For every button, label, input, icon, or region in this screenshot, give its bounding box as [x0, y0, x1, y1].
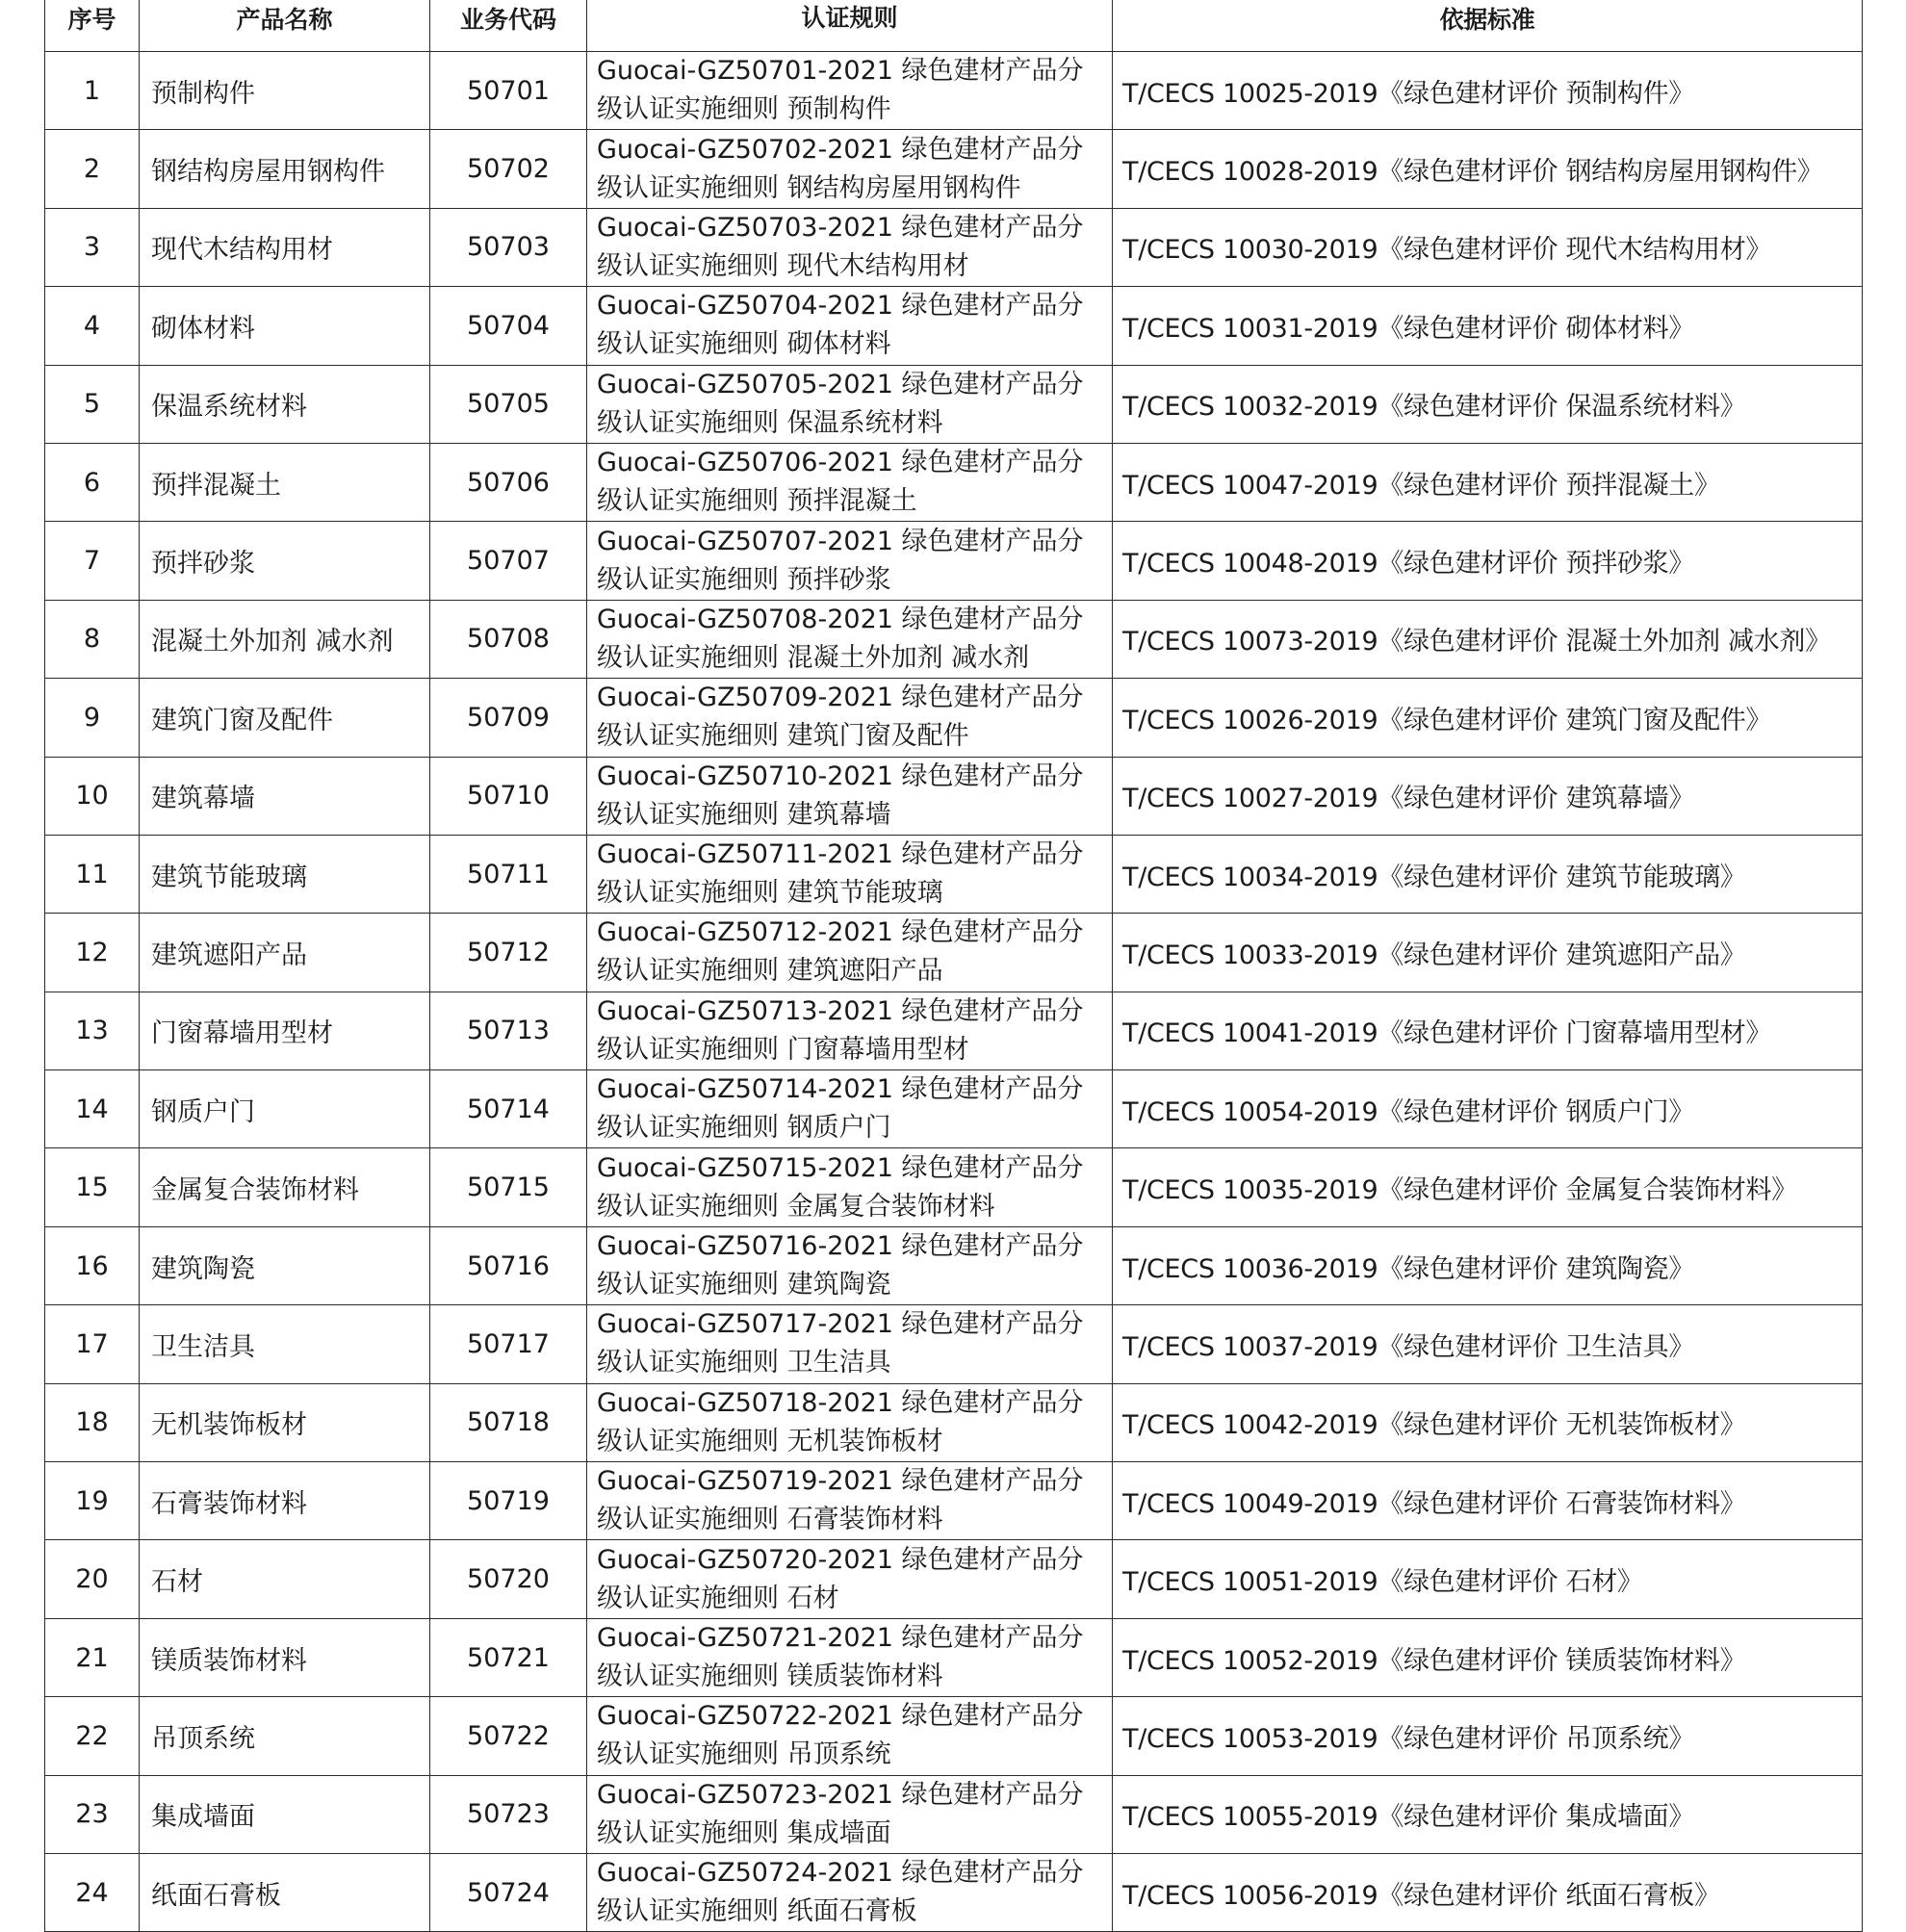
cert-rule-line-2: 级认证实施细则 石材 — [597, 1583, 839, 1613]
cell-seq: 9 — [45, 679, 140, 757]
cell-standard: T/CECS 10049-2019《绿色建材评价 石膏装饰材料》 — [1113, 1462, 1863, 1540]
table-row — [45, 443, 1863, 521]
cert-rule-line-1: Guocai-GZ50709-2021 绿色建材产品分 — [597, 683, 1084, 713]
cell-standard: T/CECS 10053-2019《绿色建材评价 吊顶系统》 — [1113, 1697, 1863, 1775]
cell-seq: 16 — [45, 1226, 140, 1304]
cell-cert-rule — [587, 914, 1113, 992]
table-row — [45, 992, 1863, 1069]
table-row — [45, 52, 1863, 130]
certification-table — [44, 0, 1863, 1932]
cell-business-code: 50714 — [430, 1070, 587, 1148]
cell-business-code: 50707 — [430, 522, 587, 600]
cell-seq: 12 — [45, 914, 140, 992]
cert-rule-line-2: 级认证实施细则 门窗幕墙用型材 — [597, 1034, 969, 1065]
cell-product-name: 混凝土外加剂 减水剂 — [140, 600, 430, 678]
cell-cert-rule — [587, 1618, 1113, 1696]
cell-business-code: 50706 — [430, 443, 587, 521]
header-seq: 序号 — [45, 0, 140, 52]
cell-seq: 13 — [45, 992, 140, 1069]
cell-seq: 1 — [45, 52, 140, 130]
cert-rule-line-2: 级认证实施细则 建筑节能玻璃 — [597, 878, 943, 909]
cell-business-code: 50709 — [430, 679, 587, 757]
cell-business-code: 50719 — [430, 1462, 587, 1540]
cell-product-name: 预拌混凝土 — [140, 443, 430, 521]
cell-product-name: 建筑节能玻璃 — [140, 835, 430, 913]
cell-business-code: 50724 — [430, 1853, 587, 1931]
cell-cert-rule — [587, 52, 1113, 130]
cell-standard: T/CECS 10031-2019《绿色建材评价 砌体材料》 — [1113, 287, 1863, 365]
cert-rule-line-1: Guocai-GZ50716-2021 绿色建材产品分 — [597, 1231, 1084, 1262]
cell-product-name: 纸面石膏板 — [140, 1853, 430, 1931]
cell-product-name: 钢质户门 — [140, 1070, 430, 1148]
table-row — [45, 1226, 1863, 1304]
cell-cert-rule — [587, 365, 1113, 443]
cell-standard: T/CECS 10026-2019《绿色建材评价 建筑门窗及配件》 — [1113, 679, 1863, 757]
cell-seq: 18 — [45, 1383, 140, 1461]
cell-standard: T/CECS 10054-2019《绿色建材评价 钢质户门》 — [1113, 1070, 1863, 1148]
cell-seq: 14 — [45, 1070, 140, 1148]
cert-rule-line-1: Guocai-GZ50702-2021 绿色建材产品分 — [597, 134, 1084, 165]
cell-seq: 8 — [45, 600, 140, 678]
cell-seq: 5 — [45, 365, 140, 443]
cell-cert-rule — [587, 1462, 1113, 1540]
cell-product-name: 集成墙面 — [140, 1775, 430, 1853]
cell-business-code: 50702 — [430, 130, 587, 208]
cell-standard: T/CECS 10027-2019《绿色建材评价 建筑幕墙》 — [1113, 757, 1863, 835]
cell-product-name: 钢结构房屋用钢构件 — [140, 130, 430, 208]
cert-rule-line-2: 级认证实施细则 镁质装饰材料 — [597, 1662, 943, 1691]
cert-rule-line-1: Guocai-GZ50717-2021 绿色建材产品分 — [597, 1309, 1084, 1340]
cell-cert-rule — [587, 1305, 1113, 1383]
header-row — [45, 0, 1863, 52]
table-row — [45, 1853, 1863, 1931]
table-row — [45, 1383, 1863, 1461]
cert-rule-line-1: Guocai-GZ50715-2021 绿色建材产品分 — [597, 1152, 1084, 1183]
cell-cert-rule — [587, 443, 1113, 521]
cert-rule-line-1: Guocai-GZ50724-2021 绿色建材产品分 — [597, 1858, 1084, 1889]
cell-seq: 7 — [45, 522, 140, 600]
header-business-code: 业务代码 — [430, 0, 587, 52]
table-row — [45, 1618, 1863, 1696]
cell-standard: T/CECS 10056-2019《绿色建材评价 纸面石膏板》 — [1113, 1853, 1863, 1931]
cert-rule-line-2: 级认证实施细则 建筑幕墙 — [597, 799, 891, 830]
cert-rule-line-2: 级认证实施细则 钢质户门 — [597, 1113, 891, 1144]
cell-business-code: 50708 — [430, 600, 587, 678]
cert-rule-line-2: 级认证实施细则 砌体材料 — [597, 329, 891, 360]
cell-standard: T/CECS 10036-2019《绿色建材评价 建筑陶瓷》 — [1113, 1226, 1863, 1304]
table-row — [45, 757, 1863, 835]
cell-cert-rule — [587, 1070, 1113, 1148]
cert-rule-line-2: 级认证实施细则 吊顶系统 — [597, 1739, 891, 1770]
cert-rule-line-2: 级认证实施细则 建筑门窗及配件 — [597, 721, 969, 752]
cell-cert-rule — [587, 835, 1113, 913]
table-row — [45, 1697, 1863, 1775]
cert-rule-line-1: Guocai-GZ50706-2021 绿色建材产品分 — [597, 448, 1084, 478]
cell-business-code: 50715 — [430, 1148, 587, 1226]
cell-cert-rule — [587, 679, 1113, 757]
cell-cert-rule — [587, 1148, 1113, 1226]
cell-business-code: 50701 — [430, 52, 587, 130]
cert-rule-line-2: 级认证实施细则 钢结构房屋用钢构件 — [597, 172, 1021, 203]
cell-product-name: 建筑幕墙 — [140, 757, 430, 835]
cell-business-code: 50710 — [430, 757, 587, 835]
cert-rule-line-1: Guocai-GZ50713-2021 绿色建材产品分 — [597, 995, 1084, 1026]
cell-product-name: 建筑门窗及配件 — [140, 679, 430, 757]
table-row — [45, 1462, 1863, 1540]
cell-product-name: 石膏装饰材料 — [140, 1462, 430, 1540]
cert-rule-line-2: 级认证实施细则 集成墙面 — [597, 1817, 891, 1848]
table-row — [45, 1540, 1863, 1618]
table-row — [45, 287, 1863, 365]
cell-standard: T/CECS 10055-2019《绿色建材评价 集成墙面》 — [1113, 1775, 1863, 1853]
table-row — [45, 365, 1863, 443]
cell-standard: T/CECS 10037-2019《绿色建材评价 卫生洁具》 — [1113, 1305, 1863, 1383]
cell-seq: 4 — [45, 287, 140, 365]
cert-rule-line-2: 级认证实施细则 建筑遮阳产品 — [597, 956, 943, 987]
cell-standard: T/CECS 10048-2019《绿色建材评价 预拌砂浆》 — [1113, 522, 1863, 600]
cell-cert-rule — [587, 600, 1113, 678]
cell-cert-rule — [587, 1697, 1113, 1775]
table-row — [45, 914, 1863, 992]
cell-standard: T/CECS 10042-2019《绿色建材评价 无机装饰板材》 — [1113, 1383, 1863, 1461]
table-header — [45, 0, 1863, 52]
table-row — [45, 1148, 1863, 1226]
table-body — [45, 52, 1863, 1932]
cell-product-name: 保温系统材料 — [140, 365, 430, 443]
cell-seq: 17 — [45, 1305, 140, 1383]
cell-business-code: 50722 — [430, 1697, 587, 1775]
cell-standard: T/CECS 10073-2019《绿色建材评价 混凝土外加剂 减水剂》 — [1113, 600, 1863, 678]
cert-rule-line-1: Guocai-GZ50720-2021 绿色建材产品分 — [597, 1544, 1084, 1575]
cell-business-code: 50721 — [430, 1618, 587, 1696]
table-row — [45, 522, 1863, 600]
cert-rule-line-2: 级认证实施细则 卫生洁具 — [597, 1348, 891, 1378]
table-row — [45, 835, 1863, 913]
cell-standard: T/CECS 10035-2019《绿色建材评价 金属复合装饰材料》 — [1113, 1148, 1863, 1226]
cert-rule-line-1: Guocai-GZ50723-2021 绿色建材产品分 — [597, 1779, 1084, 1810]
cell-cert-rule — [587, 130, 1113, 208]
table-row — [45, 1775, 1863, 1853]
cert-rule-line-2: 级认证实施细则 无机装饰板材 — [597, 1426, 943, 1456]
cell-product-name: 石材 — [140, 1540, 430, 1618]
cell-seq: 3 — [45, 208, 140, 286]
cell-standard: T/CECS 10041-2019《绿色建材评价 门窗幕墙用型材》 — [1113, 992, 1863, 1069]
cell-standard: T/CECS 10028-2019《绿色建材评价 钢结构房屋用钢构件》 — [1113, 130, 1863, 208]
cert-rule-line-2: 级认证实施细则 预拌砂浆 — [597, 564, 891, 595]
cert-rule-line-1: Guocai-GZ50721-2021 绿色建材产品分 — [597, 1623, 1084, 1653]
cert-rule-line-2: 级认证实施细则 纸面石膏板 — [597, 1896, 917, 1927]
cell-product-name: 镁质装饰材料 — [140, 1618, 430, 1696]
cell-product-name: 无机装饰板材 — [140, 1383, 430, 1461]
cell-product-name: 卫生洁具 — [140, 1305, 430, 1383]
table-row — [45, 600, 1863, 678]
cert-rule-line-1: Guocai-GZ50708-2021 绿色建材产品分 — [597, 604, 1084, 634]
cell-product-name: 预制构件 — [140, 52, 430, 130]
cert-rule-line-1: Guocai-GZ50714-2021 绿色建材产品分 — [597, 1074, 1084, 1105]
cert-rule-line-2: 级认证实施细则 保温系统材料 — [597, 407, 943, 438]
cert-rule-line-2: 级认证实施细则 现代木结构用材 — [597, 250, 969, 281]
table-row — [45, 208, 1863, 286]
cell-cert-rule — [587, 757, 1113, 835]
cert-rule-line-1: Guocai-GZ50710-2021 绿色建材产品分 — [597, 760, 1084, 791]
cell-product-name: 金属复合装饰材料 — [140, 1148, 430, 1226]
cell-standard: T/CECS 10034-2019《绿色建材评价 建筑节能玻璃》 — [1113, 835, 1863, 913]
cell-cert-rule — [587, 992, 1113, 1069]
cell-standard: T/CECS 10025-2019《绿色建材评价 预制构件》 — [1113, 52, 1863, 130]
cell-cert-rule — [587, 1540, 1113, 1618]
table-row — [45, 130, 1863, 208]
cert-rule-line-1: Guocai-GZ50719-2021 绿色建材产品分 — [597, 1466, 1084, 1497]
cell-seq: 2 — [45, 130, 140, 208]
cell-business-code: 50704 — [430, 287, 587, 365]
cell-cert-rule — [587, 1775, 1113, 1853]
header-standard: 依据标准 — [1113, 0, 1863, 52]
cell-product-name: 预拌砂浆 — [140, 522, 430, 600]
cell-seq: 24 — [45, 1853, 140, 1931]
cell-business-code: 50718 — [430, 1383, 587, 1461]
cell-product-name: 砌体材料 — [140, 287, 430, 365]
cert-rule-line-1: Guocai-GZ50707-2021 绿色建材产品分 — [597, 526, 1084, 556]
cell-seq: 6 — [45, 443, 140, 521]
cell-business-code: 50713 — [430, 992, 587, 1069]
cell-seq: 23 — [45, 1775, 140, 1853]
cell-business-code: 50720 — [430, 1540, 587, 1618]
cell-business-code: 50703 — [430, 208, 587, 286]
cert-rule-line-1: Guocai-GZ50703-2021 绿色建材产品分 — [597, 212, 1084, 243]
cert-rule-line-1: Guocai-GZ50711-2021 绿色建材产品分 — [597, 839, 1084, 870]
cell-seq: 15 — [45, 1148, 140, 1226]
cell-cert-rule — [587, 1853, 1113, 1931]
cell-standard: T/CECS 10051-2019《绿色建材评价 石材》 — [1113, 1540, 1863, 1618]
cell-product-name: 建筑遮阳产品 — [140, 914, 430, 992]
cert-rule-line-2: 级认证实施细则 混凝土外加剂 减水剂 — [597, 642, 1030, 673]
cert-rule-line-2: 级认证实施细则 建筑陶瓷 — [597, 1270, 891, 1301]
cell-business-code: 50712 — [430, 914, 587, 992]
table-row — [45, 679, 1863, 757]
cell-cert-rule — [587, 1383, 1113, 1461]
cell-seq: 10 — [45, 757, 140, 835]
cell-seq: 11 — [45, 835, 140, 913]
cell-seq: 22 — [45, 1697, 140, 1775]
cell-business-code: 50705 — [430, 365, 587, 443]
cell-seq: 19 — [45, 1462, 140, 1540]
cell-cert-rule — [587, 208, 1113, 286]
cell-product-name: 门窗幕墙用型材 — [140, 992, 430, 1069]
cert-rule-line-1: Guocai-GZ50701-2021 绿色建材产品分 — [597, 56, 1084, 87]
cell-cert-rule — [587, 287, 1113, 365]
cert-rule-line-1: Guocai-GZ50718-2021 绿色建材产品分 — [597, 1387, 1084, 1418]
cert-rule-line-1: Guocai-GZ50704-2021 绿色建材产品分 — [597, 291, 1084, 322]
cell-product-name: 现代木结构用材 — [140, 208, 430, 286]
cell-standard: T/CECS 10032-2019《绿色建材评价 保温系统材料》 — [1113, 365, 1863, 443]
cell-product-name: 吊顶系统 — [140, 1697, 430, 1775]
cell-standard: T/CECS 10030-2019《绿色建材评价 现代木结构用材》 — [1113, 208, 1863, 286]
cert-rule-line-1: Guocai-GZ50722-2021 绿色建材产品分 — [597, 1701, 1084, 1732]
cert-rule-line-2: 级认证实施细则 预制构件 — [597, 94, 891, 125]
header-cert-rule: 认证规则 — [587, 0, 1113, 52]
cell-business-code: 50717 — [430, 1305, 587, 1383]
cert-rule-line-2: 级认证实施细则 金属复合装饰材料 — [597, 1191, 995, 1222]
cert-rule-line-1: Guocai-GZ50705-2021 绿色建材产品分 — [597, 369, 1084, 399]
cell-business-code: 50711 — [430, 835, 587, 913]
header-product-name: 产品名称 — [140, 0, 430, 52]
cell-product-name: 建筑陶瓷 — [140, 1226, 430, 1304]
cell-seq: 20 — [45, 1540, 140, 1618]
cell-standard: T/CECS 10033-2019《绿色建材评价 建筑遮阳产品》 — [1113, 914, 1863, 992]
cert-rule-line-1: Guocai-GZ50712-2021 绿色建材产品分 — [597, 917, 1084, 948]
cell-standard: T/CECS 10052-2019《绿色建材评价 镁质装饰材料》 — [1113, 1618, 1863, 1696]
cell-cert-rule — [587, 1226, 1113, 1304]
cert-rule-line-2: 级认证实施细则 预拌混凝土 — [597, 486, 917, 517]
table-row — [45, 1070, 1863, 1148]
cell-business-code: 50723 — [430, 1775, 587, 1853]
cell-standard: T/CECS 10047-2019《绿色建材评价 预拌混凝土》 — [1113, 443, 1863, 521]
cert-rule-line-2: 级认证实施细则 石膏装饰材料 — [597, 1505, 943, 1535]
cell-business-code: 50716 — [430, 1226, 587, 1304]
table-row — [45, 1305, 1863, 1383]
cell-seq: 21 — [45, 1618, 140, 1696]
cell-cert-rule — [587, 522, 1113, 600]
